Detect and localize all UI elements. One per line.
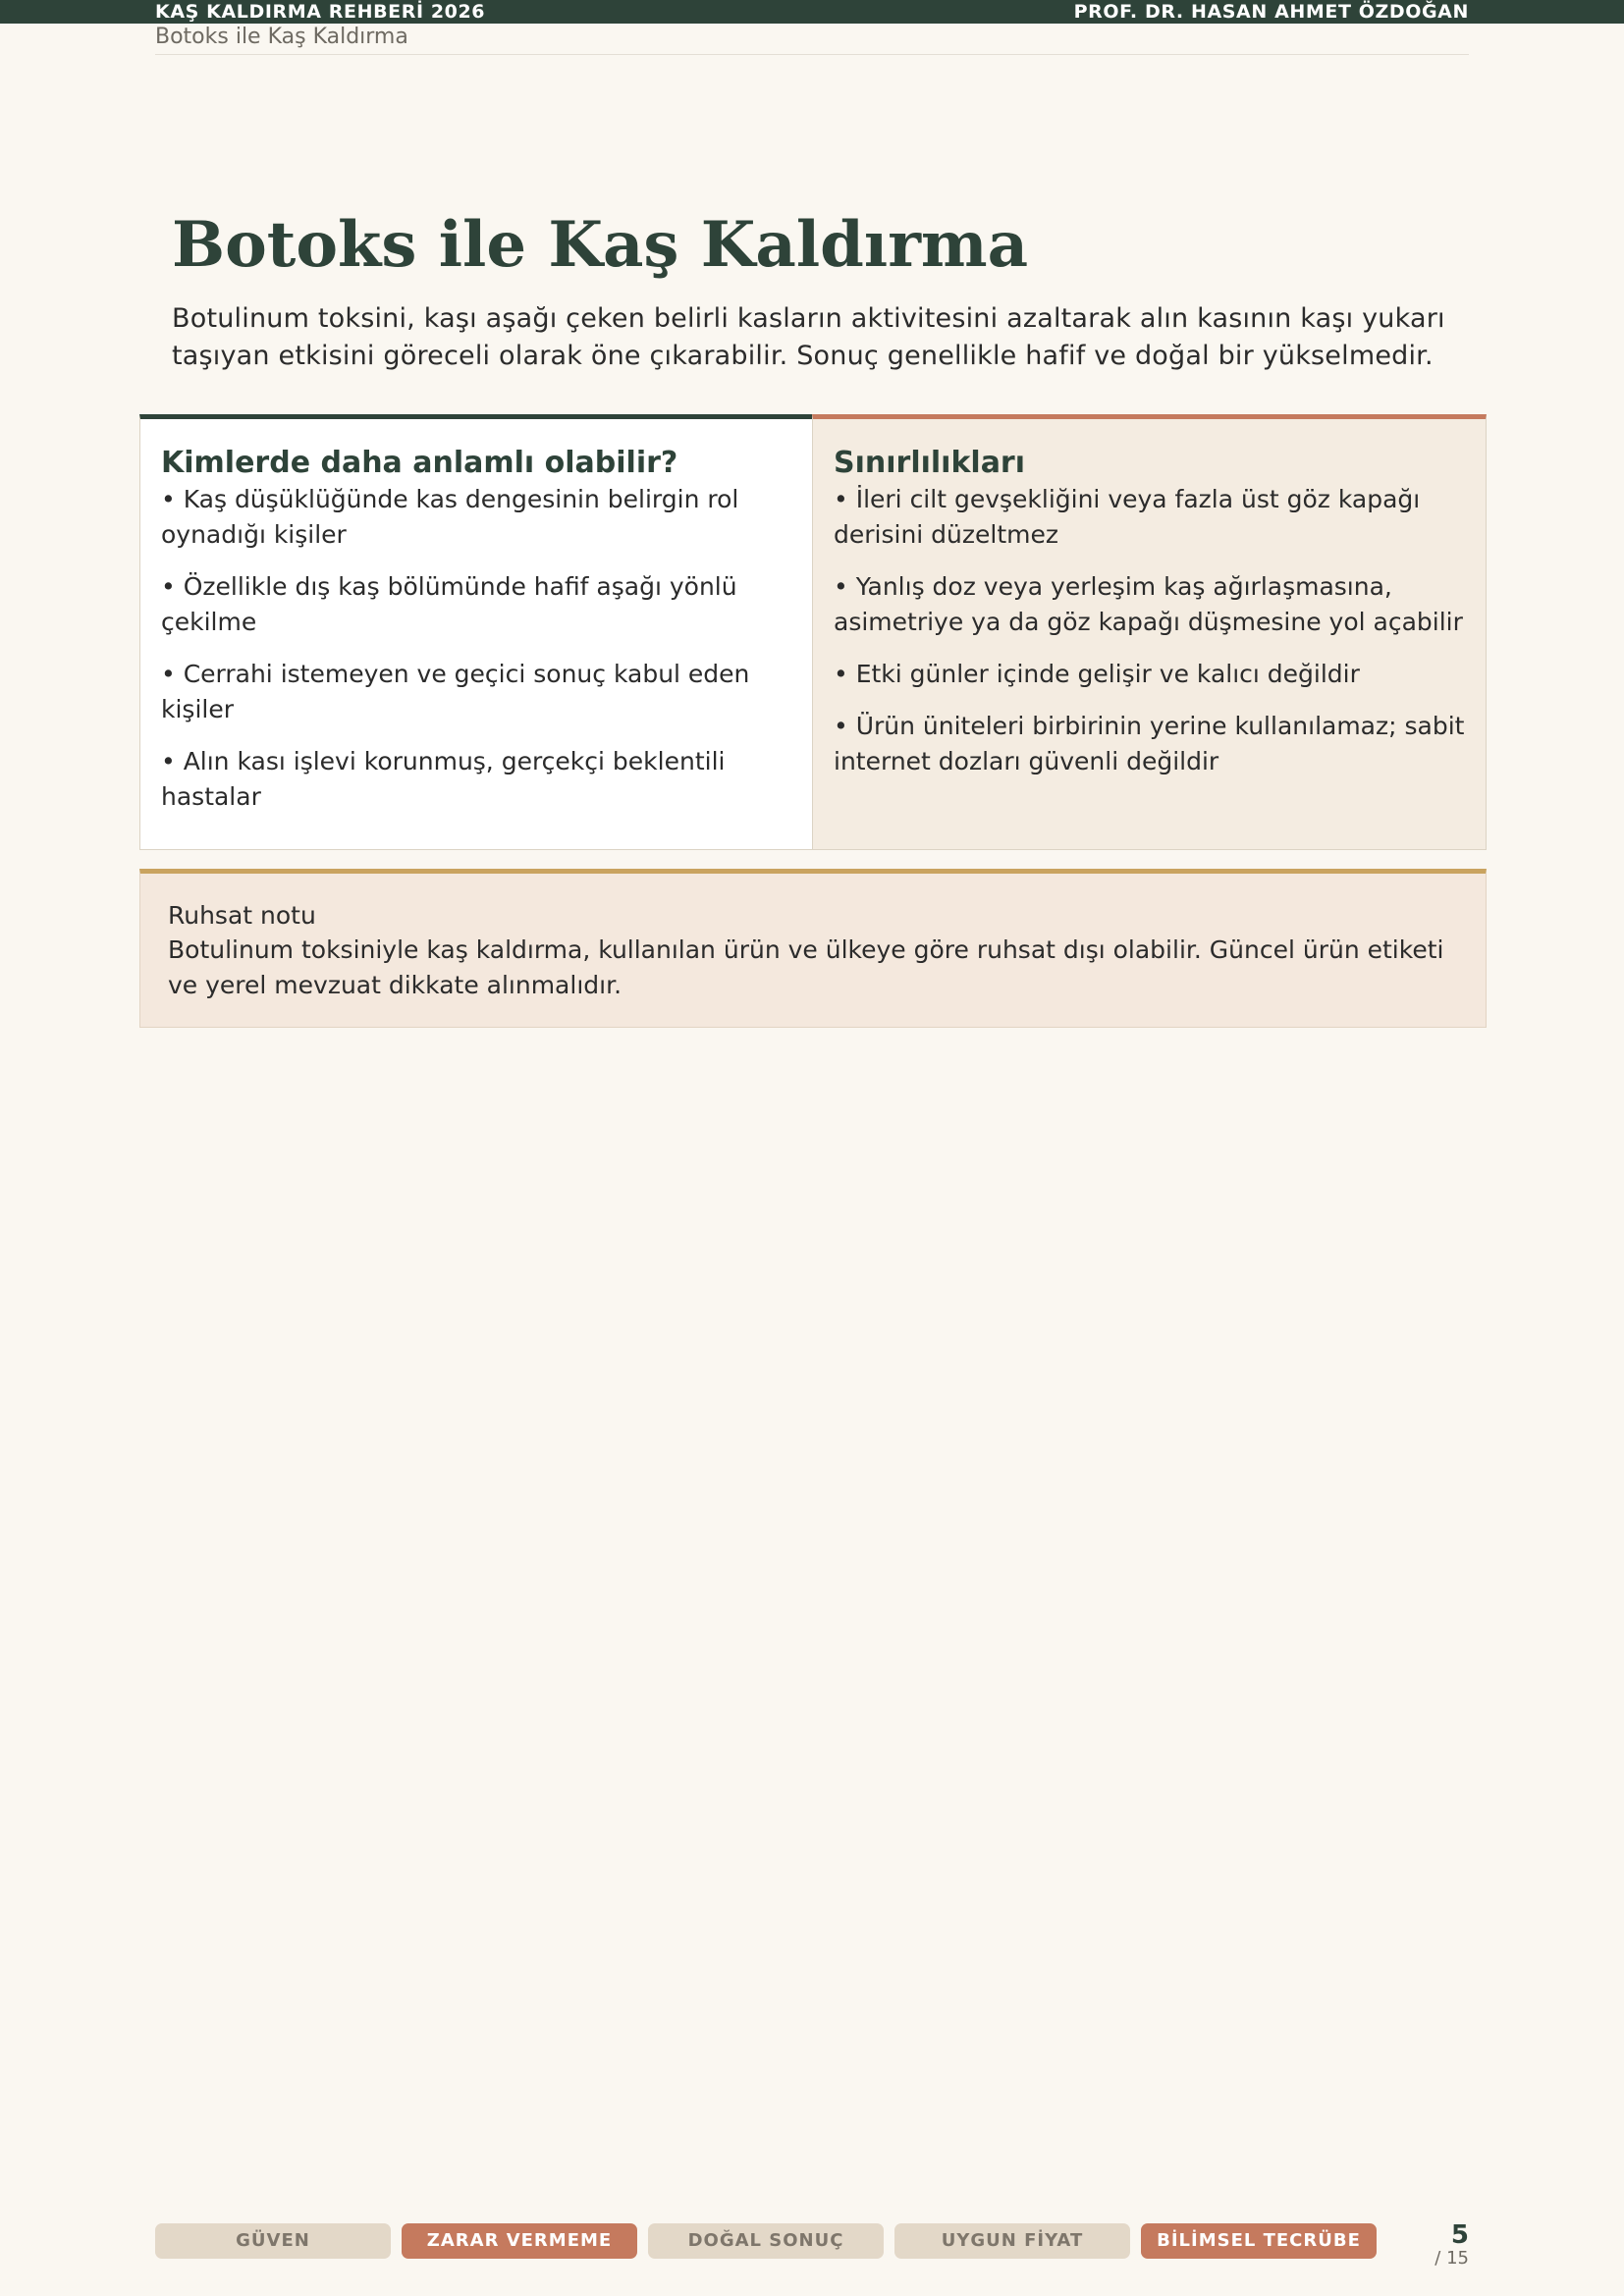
list-item: • Alın kası işlevi korunmuş, gerçekçi beklentili hastalar: [161, 747, 726, 811]
page-number: 5: [1450, 2220, 1469, 2250]
info-cards: [139, 414, 1487, 850]
bullet-list: [834, 482, 1466, 779]
header-guide-title: KAŞ KALDIRMA REHBERİ 2026: [155, 1, 486, 23]
header-divider: [155, 54, 1469, 55]
license-note: [139, 869, 1487, 1028]
tag-do-no-harm: ZARAR VERMEME: [402, 2223, 637, 2259]
tag-trust: GÜVEN: [155, 2223, 391, 2259]
list-item: • Etki günler içinde gelişir ve kalıcı değildir: [834, 660, 1360, 688]
list-item: • Yanlış doz veya yerleşim kaş ağırlaşmasına, asimetriye ya da göz kapağı düşmesine yol açabilir: [834, 572, 1463, 636]
card-heading: Kimlerde daha anlamlı olabilir?: [161, 446, 678, 480]
list-item: • Cerrahi istemeyen ve geçici sonuç kabul eden kişiler: [161, 660, 750, 723]
tag-natural-result: DOĞAL SONUÇ: [648, 2223, 884, 2259]
card-heading: Sınırlılıkları: [834, 446, 1026, 480]
list-item: • İleri cilt gevşekliğini veya fazla üst göz kapağı derisini düzeltmez: [834, 485, 1421, 549]
header-author: PROF. DR. HASAN AHMET ÖZDOĞAN: [1073, 1, 1469, 23]
page-title: Botoks ile Kaş Kaldırma: [172, 208, 1029, 282]
intro-paragraph: Botulinum toksini, kaşı aşağı çeken belirli kasların aktivitesini azaltarak alın kasının kaşı yukarı taşıyan etkisini göreceli olarak öne çıkarabilir. Sonuç genellikle hafif ve doğal bir yükselmedir.: [172, 303, 1445, 371]
note-title: Ruhsat notu: [168, 901, 316, 930]
header-subtitle: Botoks ile Kaş Kaldırma: [155, 25, 408, 49]
tag-scientific-experience: BİLİMSEL TECRÜBE: [1141, 2223, 1377, 2259]
note-text: Botulinum toksiniyle kaş kaldırma, kullanılan ürün ve ülkeye göre ruhsat dışı olabilir. Güncel ürün etiketi ve yerel mevzuat dikkate alınmalıdır.: [168, 935, 1444, 999]
header-bar: [0, 0, 1624, 24]
card-limitations: [812, 414, 1487, 850]
tag-affordable-price: UYGUN FİYAT: [894, 2223, 1130, 2259]
page-total: / 15: [1435, 2248, 1469, 2269]
list-item: • Özellikle dış kaş bölümünde hafif aşağı yönlü çekilme: [161, 572, 737, 636]
bullet-list: [161, 482, 792, 815]
list-item: • Ürün üniteleri birbirinin yerine kullanılamaz; sabit internet dozları güvenli değildir: [834, 712, 1465, 775]
card-suitable-candidates: [139, 414, 813, 850]
list-item: • Kaş düşüklüğünde kas dengesinin belirgin rol oynadığı kişiler: [161, 485, 739, 549]
